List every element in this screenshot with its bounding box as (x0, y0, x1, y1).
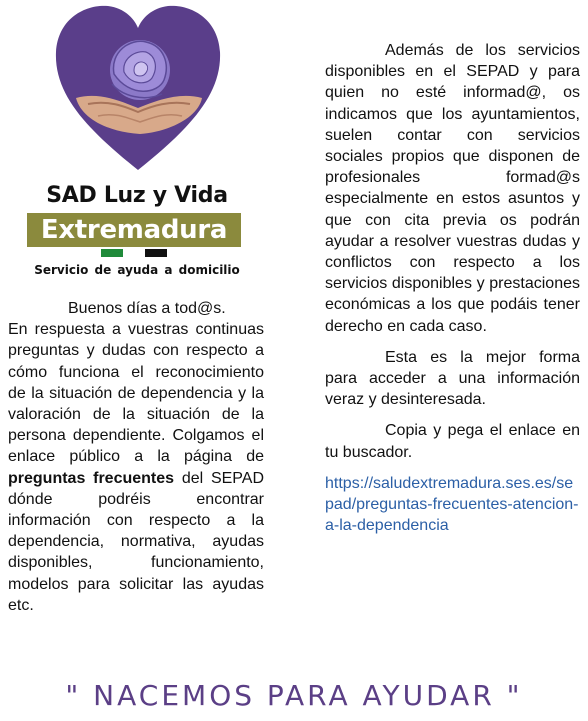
right-paragraph-3: Copia y pega el enlace en tu buscador. (325, 422, 580, 461)
right-column (325, 40, 580, 536)
brand-name: SAD Luz y Vida (46, 183, 228, 208)
extremadura-flag-icon (101, 249, 167, 257)
left-column (8, 298, 264, 616)
flag-stripe-green (101, 249, 123, 257)
left-paragraph-part-2: del SEPAD dónde podréis encontrar información con respecto a la dependencia, normativa, ayudas disponibles, funcionamiento, modelos para solicitar las ayudas etc. (8, 469, 264, 614)
heart-hands-rose-icon (48, 0, 228, 175)
sepad-faq-link[interactable]: https://saludextremadura.ses.es/sepad/preguntas-frecuentes-atencion-a-la-dependencia (325, 474, 579, 535)
right-paragraph-2: Esta es la mejor forma para acceder a una información veraz y desinteresada. (325, 348, 580, 409)
flag-stripe-black (145, 249, 167, 257)
slogan-text: " NACEMOS PARA AYUDAR " (65, 679, 523, 712)
brand-tagline: Servicio de ayuda a domicilio (34, 263, 240, 277)
flag-stripe-white (123, 249, 145, 257)
greeting-text: Buenos días a tod@s. (68, 300, 226, 317)
brand-region-banner: Extremadura (27, 213, 241, 247)
left-paragraph (8, 319, 264, 616)
right-paragraph-1: Además de los servicios disponibles en el SEPAD y para quien no esté informad@, os indicamos que los ayuntamientos, suelen contar con servicios sociales propios que disponen de profesionales formad@s especialmente en estos asuntos y que con cita previa os podrán ayudar a resolver vuestras dudas y conflictos con respecto a los servicios disponibles y prestaciones económicas a los que podáis tener derecho en cada caso. (325, 42, 580, 335)
left-paragraph-part-1: En respuesta a vuestras continuas preguntas y dudas con respecto a cómo funciona el reconocimiento de la situación de dependencia y la valoración de la situación de la persona dependiente. Colgamos el enlace público a la página de (8, 321, 264, 466)
faq-bold-text: preguntas frecuentes (8, 469, 175, 487)
